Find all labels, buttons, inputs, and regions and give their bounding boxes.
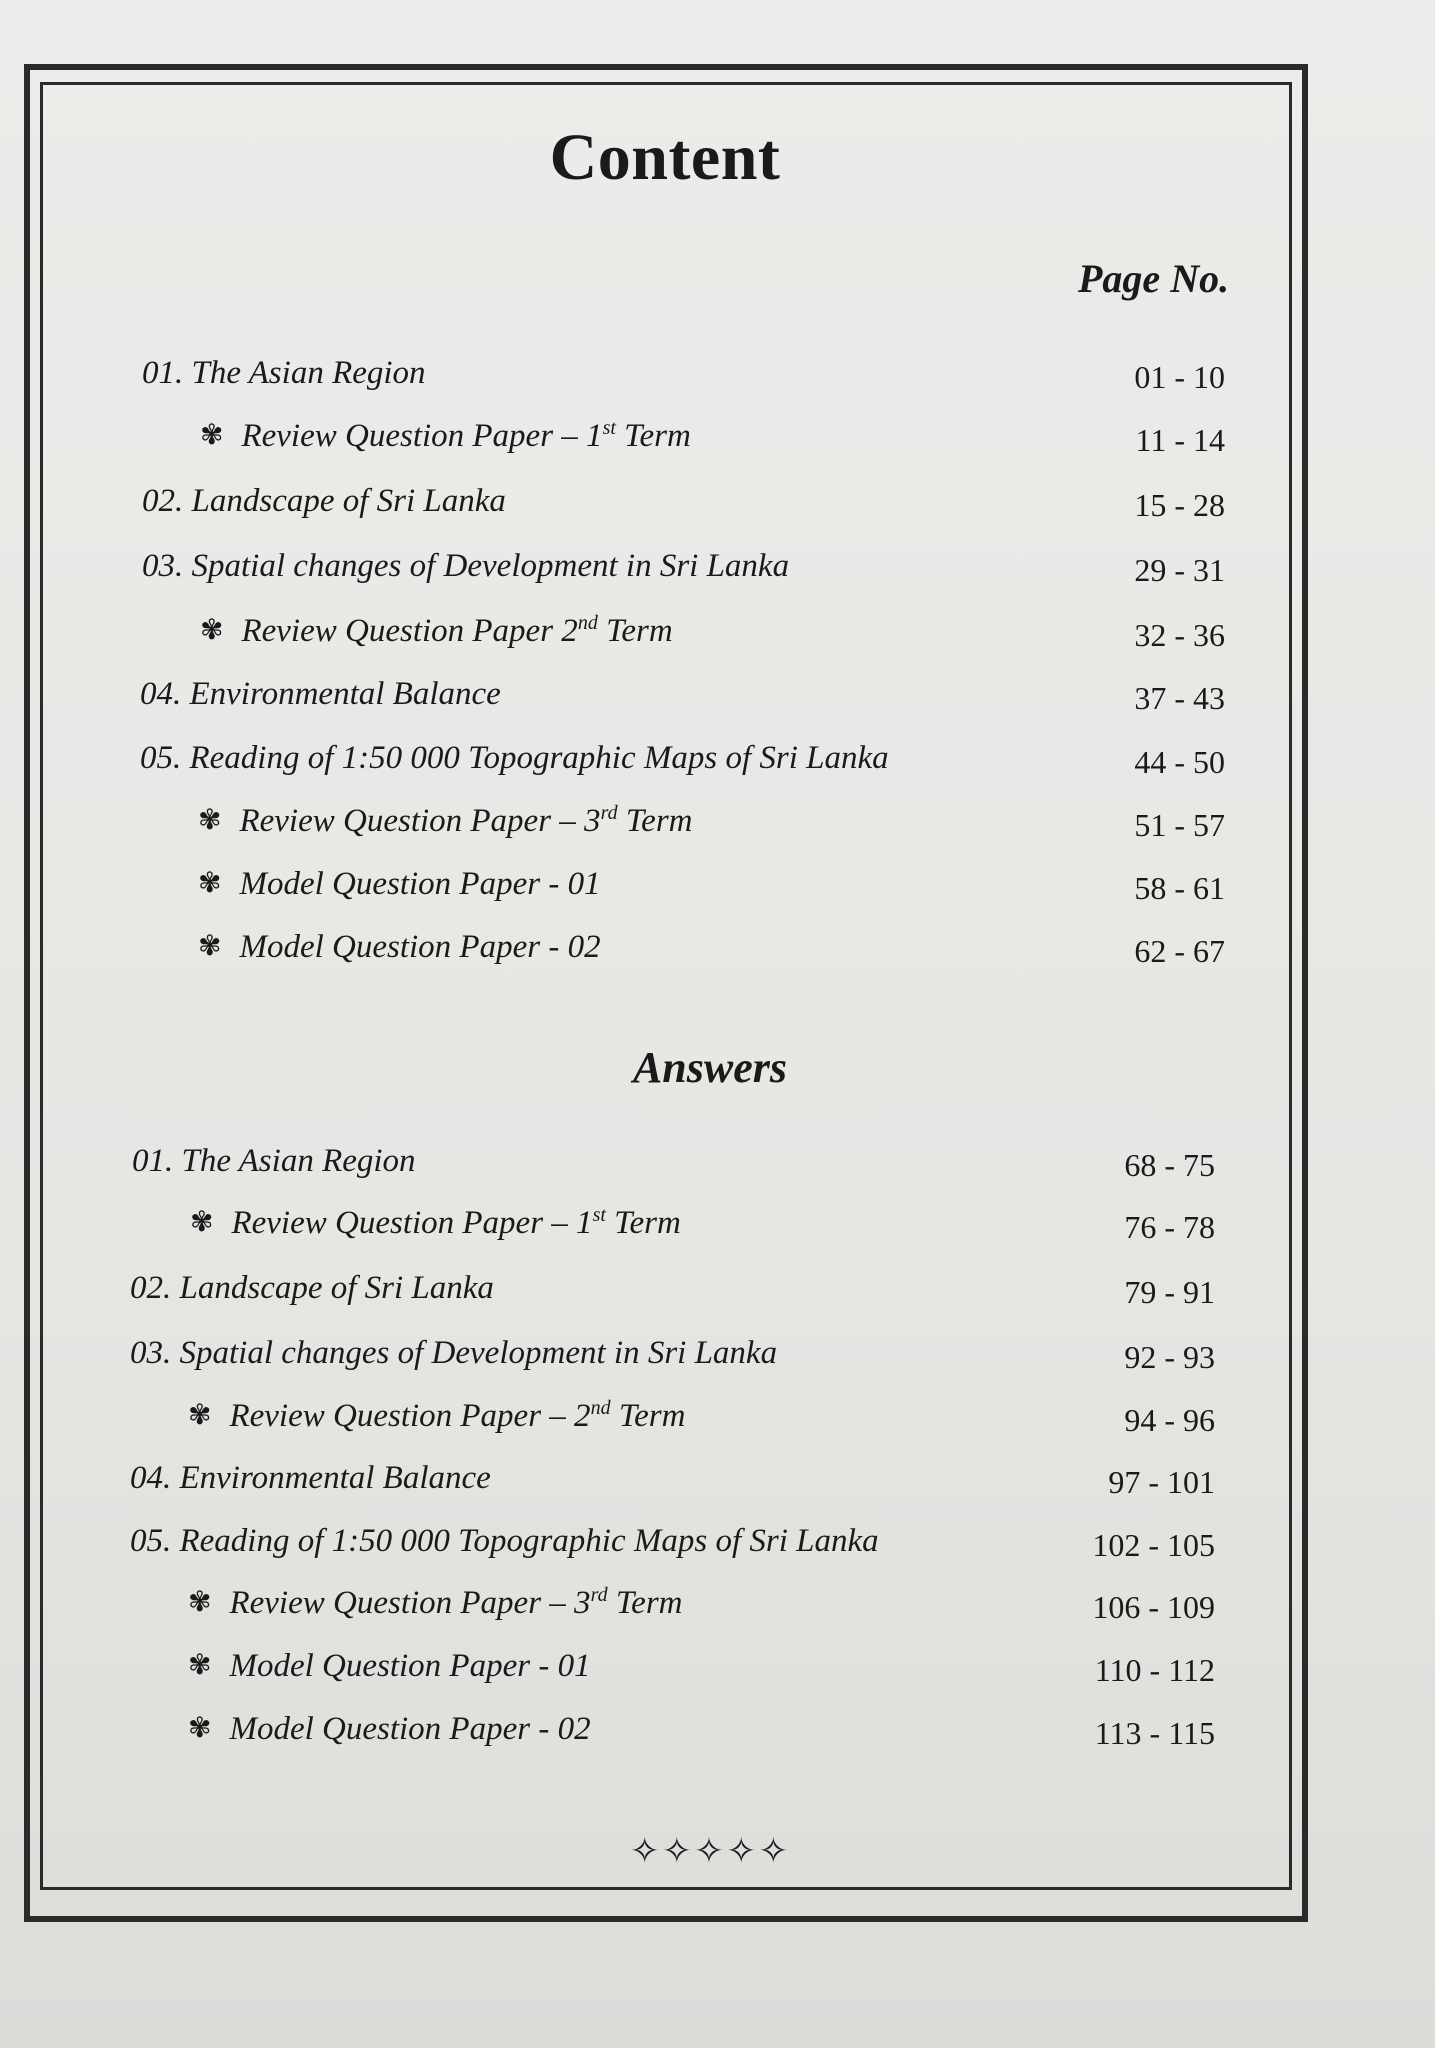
footer-stars: ✧✧✧✧✧ (629, 1831, 791, 1871)
contents-entry-10 (198, 929, 601, 966)
page-title: Content (549, 121, 781, 194)
answers-entry-label: Model Question Paper - 02 (229, 1711, 591, 1747)
answers-entry-pages: 76 - 78 (1124, 1209, 1215, 1245)
answers-entry-label: Model Question Paper - 01 (229, 1648, 591, 1684)
answers-entry-term: Term (610, 1398, 686, 1434)
answers-entry-3 (130, 1270, 494, 1307)
contents-entry-pages: 37 - 43 (1134, 680, 1225, 716)
contents-entry-superscript: st (602, 417, 616, 439)
contents-entry-pages: 15 - 28 (1134, 487, 1225, 523)
contents-entry-label: 01. The Asian Region (142, 355, 426, 391)
contents-entry-pages: 32 - 36 (1134, 617, 1225, 653)
answers-entry-label: 03. Spatial changes of Development in Sri Lanka (130, 1335, 778, 1371)
contents-entry-1 (142, 355, 426, 392)
contents-entry-term: Term (615, 418, 691, 454)
contents-entry-term: Term (617, 803, 693, 839)
contents-entry-label: 03. Spatial changes of Development in Sri Lanka (142, 548, 790, 584)
flower-bullet-icon: ✾ (188, 1713, 212, 1744)
answers-entry-label: Review Question Paper – 2 (229, 1398, 591, 1434)
answers-entry-term: Term (605, 1205, 681, 1241)
flower-bullet-icon: ✾ (190, 1207, 214, 1238)
answers-entry-pages: 106 - 109 (1092, 1589, 1215, 1625)
contents-entry-pages: 11 - 14 (1135, 422, 1225, 458)
answers-entry-1 (132, 1143, 416, 1180)
contents-entry-2 (200, 418, 691, 455)
contents-entry-label: Model Question Paper - 02 (239, 929, 601, 965)
answers-entry-label: 05. Reading of 1:50 000 Topographic Maps of Sri Lanka (130, 1523, 879, 1559)
answers-entry-label: Review Question Paper – 3 (229, 1585, 591, 1621)
answers-entry-pages: 92 - 93 (1124, 1339, 1215, 1375)
answers-entry-label: 04. Environmental Balance (130, 1460, 491, 1496)
answers-entry-pages: 79 - 91 (1124, 1274, 1215, 1310)
answers-entry-label: Review Question Paper – 1 (231, 1205, 593, 1241)
answers-entry-pages: 113 - 115 (1094, 1715, 1215, 1751)
flower-bullet-icon: ✾ (188, 1400, 212, 1431)
answers-entry-10 (188, 1711, 591, 1748)
contents-entry-label: 02. Landscape of Sri Lanka (142, 483, 506, 519)
contents-entry-superscript: rd (600, 802, 618, 824)
answers-entry-superscript: st (592, 1204, 606, 1226)
contents-entry-6 (140, 676, 501, 713)
flower-bullet-icon: ✾ (200, 420, 224, 451)
answers-entry-label: 01. The Asian Region (132, 1143, 416, 1179)
answers-entry-pages: 110 - 112 (1094, 1652, 1215, 1688)
contents-entry-label: Model Question Paper - 01 (239, 866, 601, 902)
answers-entry-label: 02. Landscape of Sri Lanka (130, 1270, 494, 1306)
contents-entry-label: Review Question Paper – 3 (239, 803, 601, 839)
answers-entry-8 (188, 1585, 683, 1622)
contents-entry-label: Review Question Paper – 1 (241, 418, 603, 454)
contents-entry-label: 04. Environmental Balance (140, 676, 501, 712)
flower-bullet-icon: ✾ (198, 931, 222, 962)
flower-bullet-icon: ✾ (200, 615, 224, 646)
answers-entry-9 (188, 1648, 591, 1685)
contents-entry-pages: 51 - 57 (1134, 807, 1225, 843)
contents-entry-superscript: nd (577, 612, 598, 634)
contents-entry-term: Term (597, 613, 673, 649)
answers-entry-7 (130, 1523, 879, 1560)
flower-bullet-icon: ✾ (198, 868, 222, 899)
answers-entry-term: Term (607, 1585, 683, 1621)
contents-entry-pages: 01 - 10 (1134, 359, 1225, 395)
answers-entry-pages: 102 - 105 (1092, 1527, 1215, 1563)
contents-entry-pages: 44 - 50 (1134, 744, 1225, 780)
answers-entry-4 (130, 1335, 777, 1372)
contents-entry-4 (142, 548, 789, 585)
answers-entry-5 (188, 1398, 685, 1435)
flower-bullet-icon: ✾ (188, 1650, 212, 1681)
flower-bullet-icon: ✾ (198, 805, 222, 836)
contents-entry-label: Review Question Paper 2 (241, 613, 578, 649)
contents-entry-5 (200, 613, 673, 650)
contents-entry-pages: 58 - 61 (1134, 870, 1225, 906)
contents-entry-7 (140, 740, 889, 777)
answers-entry-superscript: nd (590, 1397, 611, 1419)
contents-entry-9 (198, 866, 601, 903)
answers-entry-pages: 94 - 96 (1124, 1402, 1215, 1438)
page-number-header: Page No. (1078, 256, 1230, 301)
contents-entry-3 (142, 483, 506, 520)
answers-entry-2 (190, 1205, 681, 1242)
flower-bullet-icon: ✾ (188, 1587, 212, 1618)
contents-entry-pages: 62 - 67 (1134, 933, 1225, 969)
contents-entry-8 (198, 803, 693, 840)
answers-entry-6 (130, 1460, 491, 1497)
contents-entry-label: 05. Reading of 1:50 000 Topographic Maps of Sri Lanka (140, 740, 889, 776)
answers-entry-superscript: rd (590, 1584, 608, 1606)
answers-entry-pages: 97 - 101 (1108, 1464, 1215, 1500)
answers-entry-pages: 68 - 75 (1124, 1147, 1215, 1183)
answers-title: Answers (632, 1043, 788, 1092)
contents-entry-pages: 29 - 31 (1134, 552, 1225, 588)
